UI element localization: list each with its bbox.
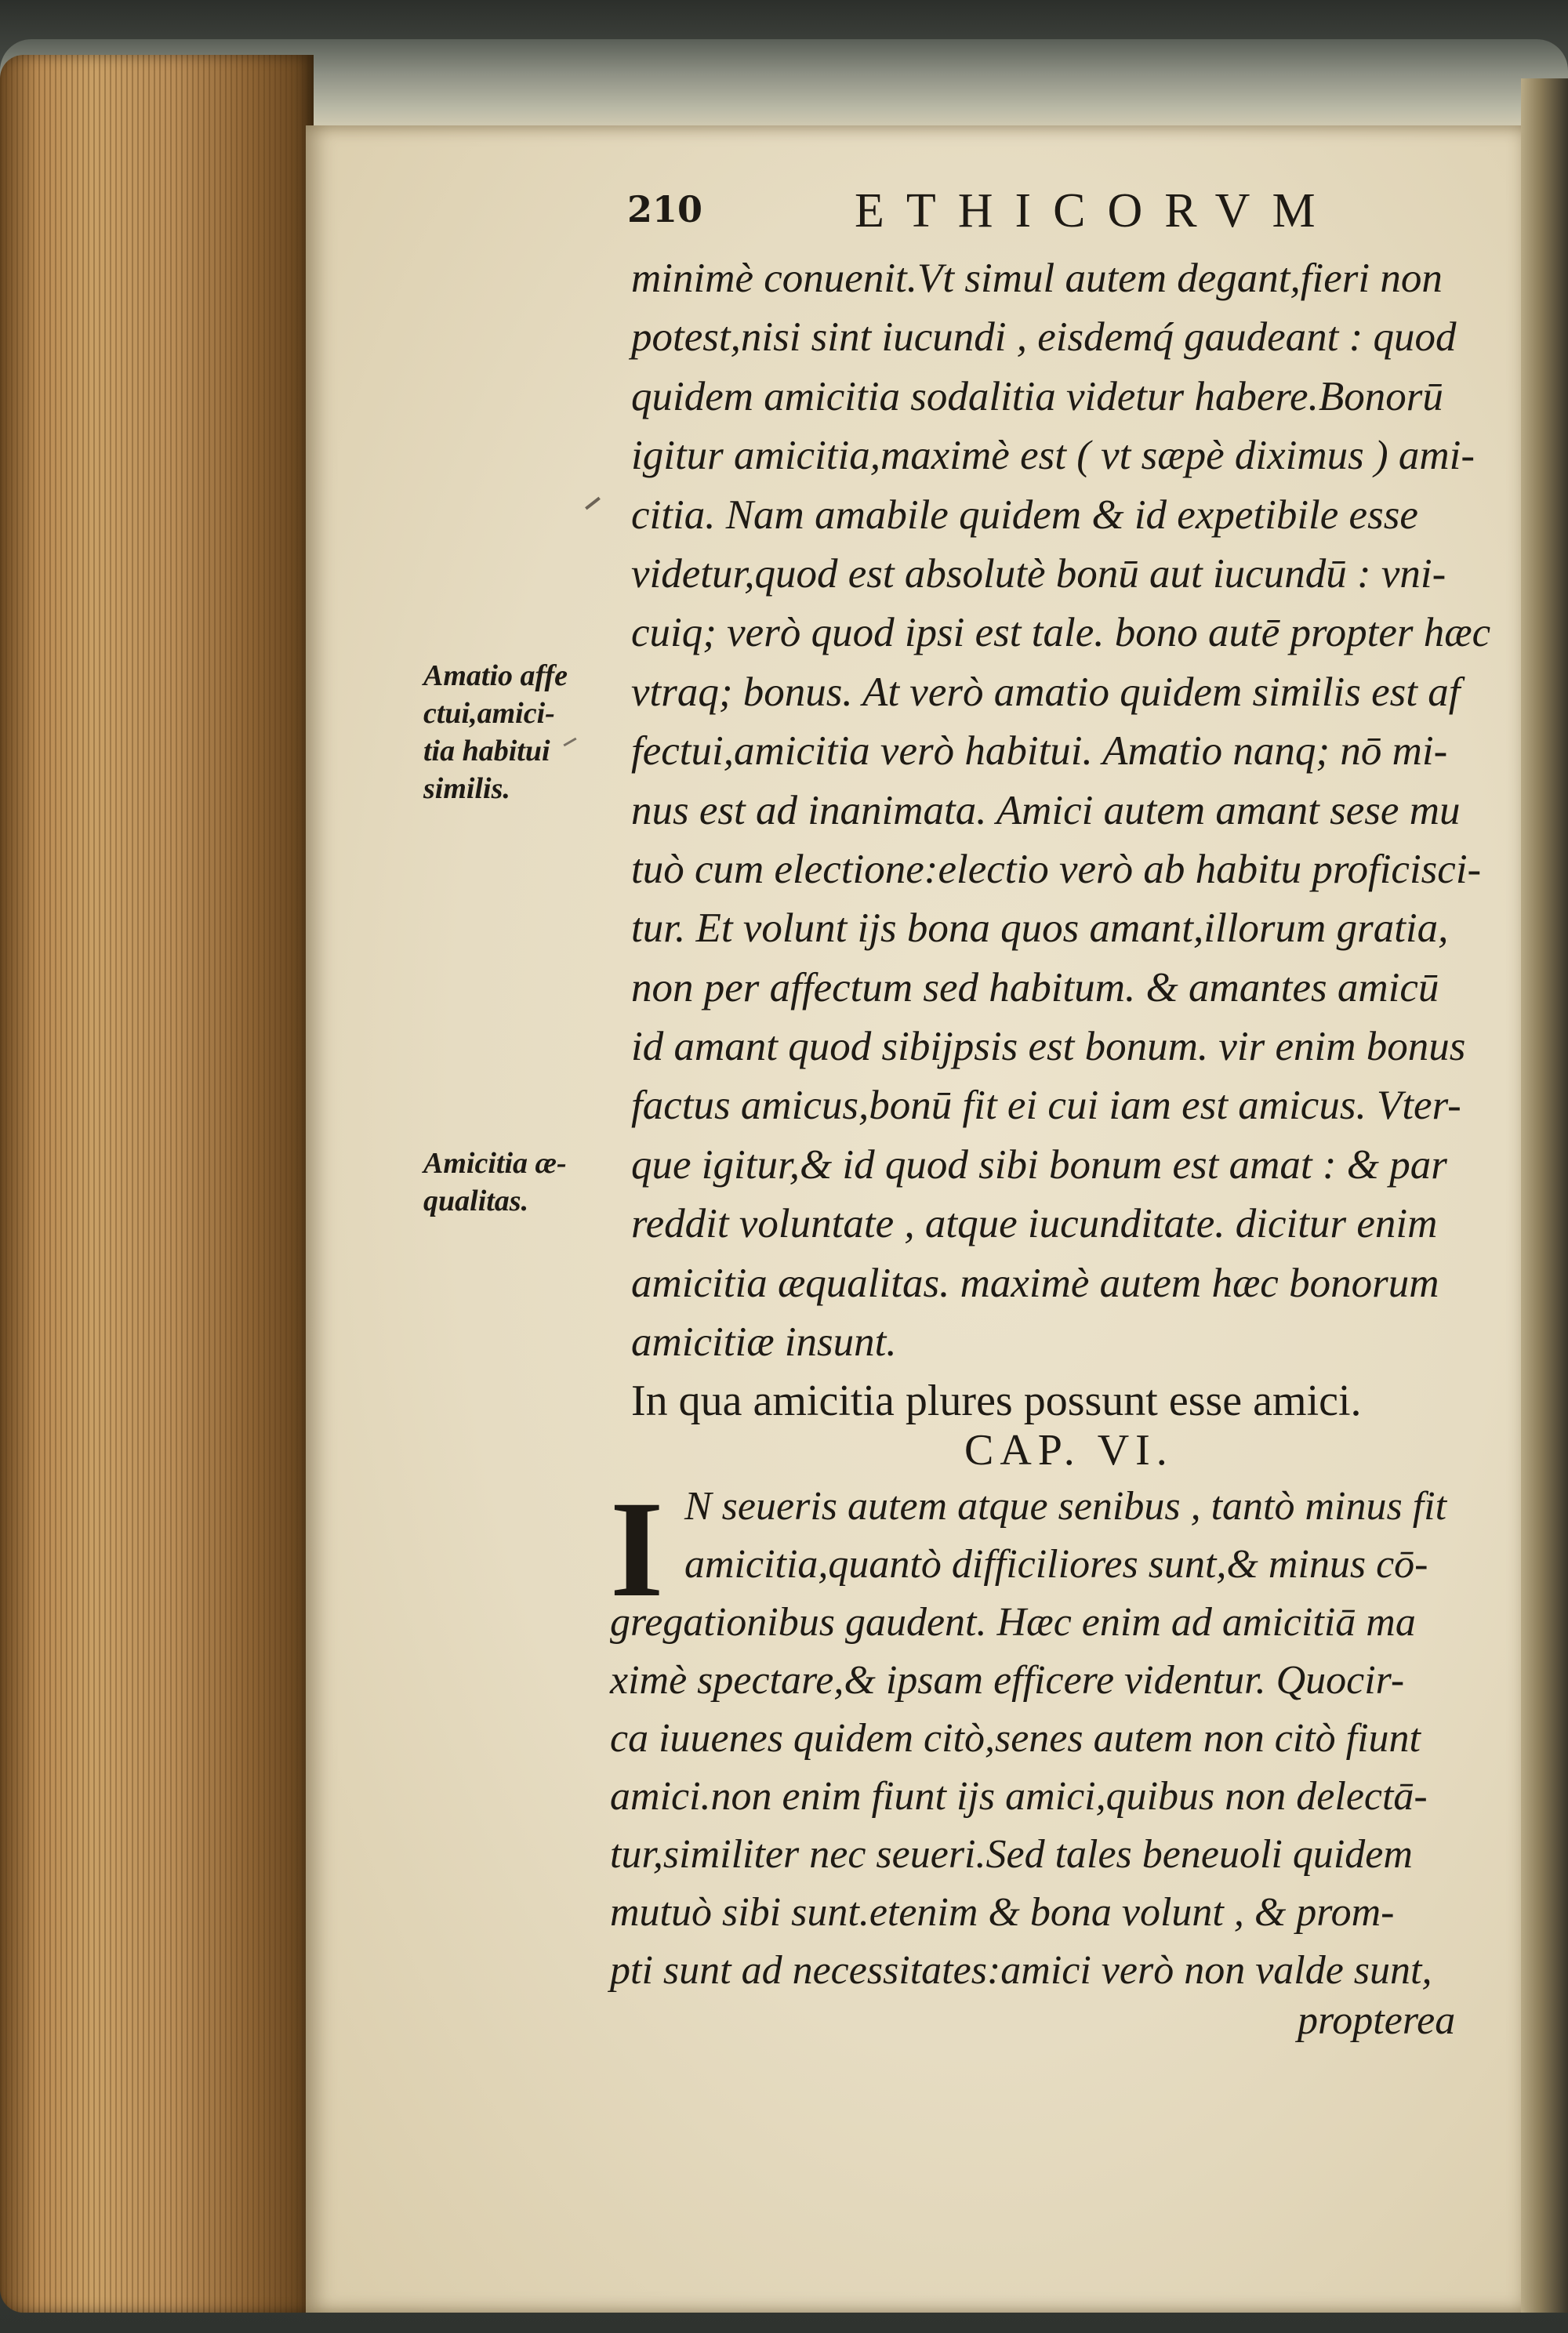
text-line: amici.non enim fiunt ijs amici,quibus non delectā-	[610, 1774, 1428, 1819]
text-line: potest,nisi sint iucundi , eisdemq́ gaudeant : quod	[631, 314, 1457, 361]
text-line: igitur amicitia,maximè est ( vt sæpè diximus ) ami-	[631, 433, 1475, 479]
text-line: reddit voluntate , atque iucunditate. dicitur enim	[631, 1201, 1438, 1247]
text-line: videtur,quod est absolutè bonū aut iucundū : vni-	[631, 550, 1446, 597]
marginal-line: qualitas.	[423, 1185, 529, 1217]
text-line: vtraq; bonus. At verò amatio quidem similis est af	[631, 669, 1461, 715]
drop-cap: I	[610, 1473, 664, 1626]
marginal-note-aequalitas	[423, 1145, 612, 1220]
text-line: ximè spectare,& ipsam efficere videntur. Quocir-	[610, 1658, 1405, 1703]
text-line: cuiq; verò quod ipsi est tale. bono autē propter hæc	[631, 610, 1491, 656]
text-line: nus est ad inanimata. Amici autem amant sese mu	[631, 787, 1461, 833]
running-title: ETHICORVM	[855, 184, 1338, 238]
body-text	[631, 249, 1513, 1431]
marginal-line: ctui,amici-	[423, 697, 555, 730]
text-line: id amant quod sibijpsis est bonum. vir enim bonus	[631, 1024, 1466, 1070]
text-line: minimè conuenit.Vt simul autem degant,fieri non	[631, 256, 1443, 301]
chapter-text	[610, 1473, 1515, 2000]
text-line: tur. Et volunt ijs bona quos amant,illorum gratia,	[631, 905, 1449, 952]
text-line: non per affectum sed habitum. & amantes amicū	[631, 964, 1439, 1010]
marginal-note-amatio	[423, 657, 612, 807]
marginal-line: tia habitui	[423, 735, 550, 767]
text-line: tur,similiter nec seueri.Sed tales beneuoli quidem	[610, 1832, 1413, 1877]
chapter-title: CAP. VI.	[964, 1426, 1174, 1475]
text-line: factus amicus,bonū fit ei cui iam est amicus. Vter-	[631, 1083, 1461, 1129]
text-line: citia. Nam amabile quidem & id expetibile esse	[631, 492, 1418, 538]
catchword: propterea	[1298, 1998, 1456, 2043]
text-line: que igitur,& id quod sibi bonum est amat : & par	[631, 1141, 1447, 1188]
text-line: pti sunt ad necessitates:amici verò non valde sunt,	[610, 1948, 1432, 1993]
text-line: amicitia æqualitas. maximè autem hæc bonorum	[631, 1260, 1439, 1306]
folio-number: 210	[627, 188, 703, 230]
text-line: amicitiæ insunt.	[631, 1319, 897, 1366]
text-line: mutuò sibi sunt.etenim & bona volunt , & prom-	[610, 1890, 1395, 1935]
marginal-line: similis.	[423, 772, 510, 805]
text-line: gregationibus gaudent. Hæc enim ad amicitiā ma	[610, 1600, 1416, 1645]
marginal-line: Amicitia æ-	[423, 1147, 567, 1180]
text-line: tuò cum electione:electio verò ab habitu proficisci-	[631, 846, 1482, 892]
page-header	[627, 184, 1490, 243]
pencil-mark	[585, 497, 601, 510]
text-line: quidem amicitia sodalitia videtur habere.Bonorū	[631, 373, 1443, 419]
chapter-summary: In qua amicitia plures possunt esse amici.	[631, 1377, 1362, 1426]
text-line: fectui,amicitia verò habitui. Amatio nanq; nō mi-	[631, 728, 1448, 775]
text-line: N seueris autem atque senibus , tantò minus fit	[684, 1484, 1447, 1529]
marginal-line: Amatio affe	[423, 659, 568, 692]
text-line: amicitia,quantò difficiliores sunt,& minus cō-	[684, 1542, 1428, 1587]
text-line: ca iuuenes quidem citò,senes autem non citò fiunt	[610, 1716, 1421, 1761]
